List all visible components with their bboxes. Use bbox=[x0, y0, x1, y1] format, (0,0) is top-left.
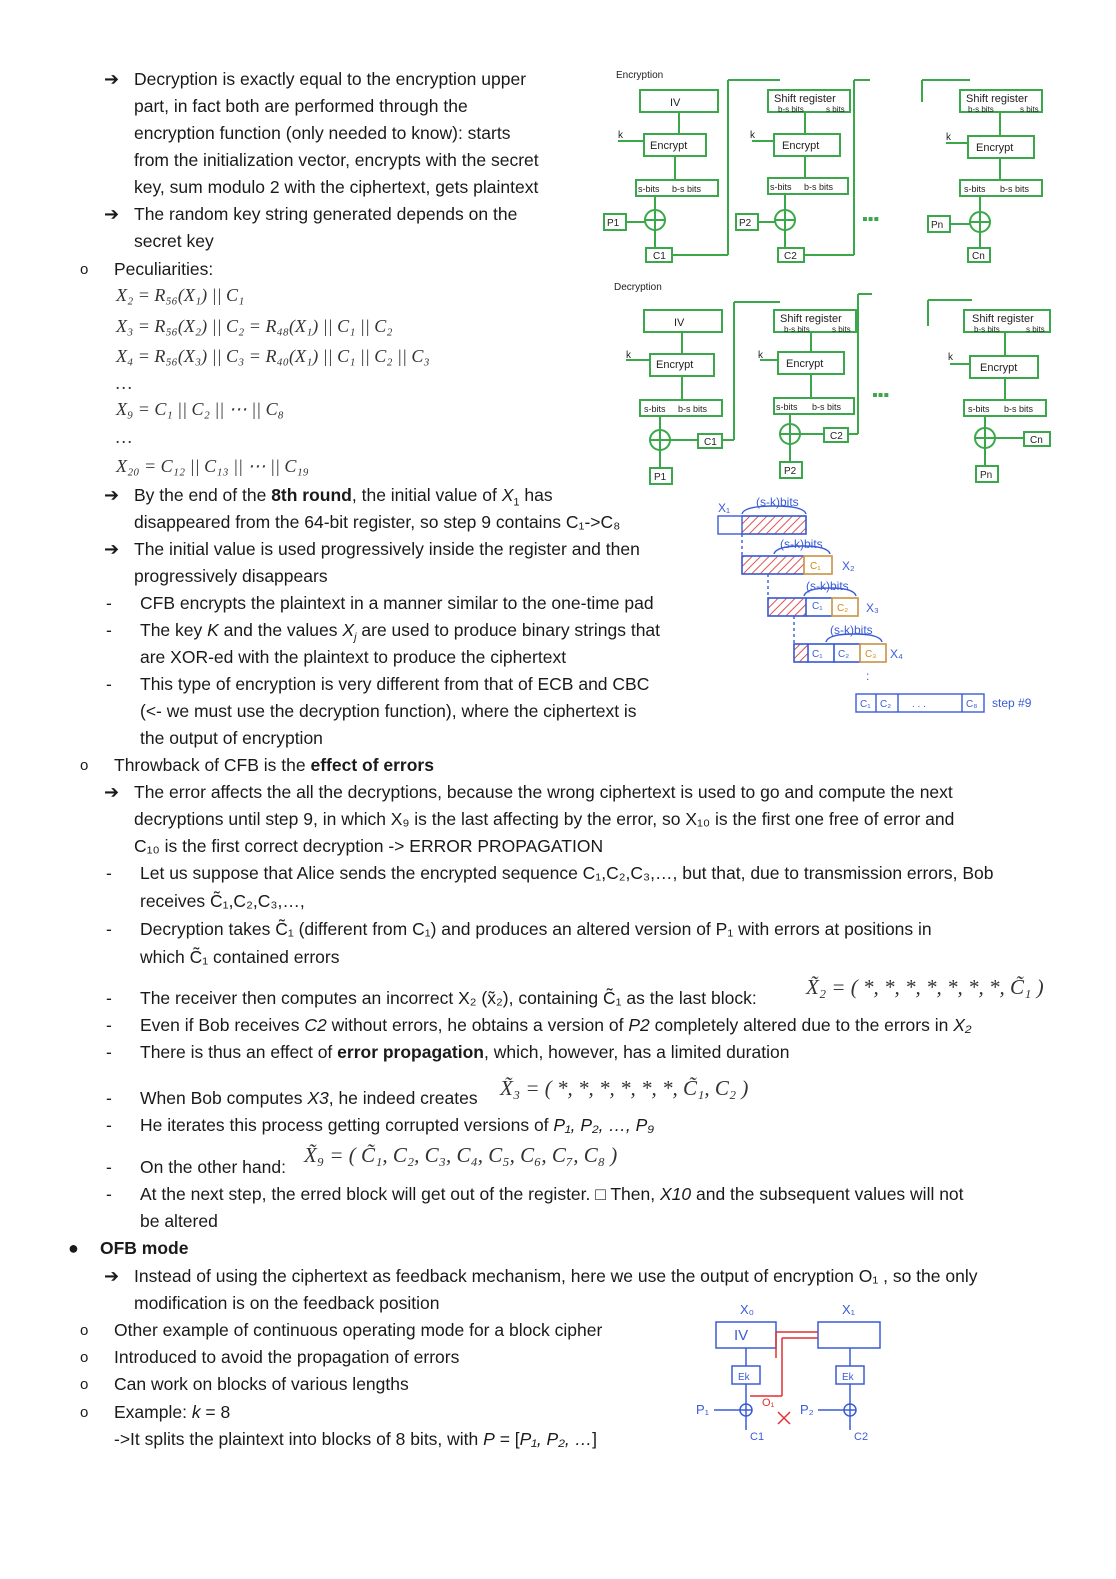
receiver-computes: The receiver then computes an incorrect X₂ (x̃₂), containing C̃₁ as the last block: bbox=[140, 988, 757, 1008]
text-line: from the initialization vector, encrypts with the secret bbox=[134, 150, 539, 170]
circle-bullet: o bbox=[80, 1322, 89, 1339]
bsbits-label: b-s bits bbox=[1000, 184, 1030, 194]
c1-label: C1 bbox=[653, 251, 666, 262]
c1-label: C1 bbox=[704, 437, 717, 448]
pn-label: Pn bbox=[980, 470, 993, 481]
colon-label: : bbox=[866, 669, 870, 683]
ofb-sketch bbox=[690, 1298, 900, 1448]
arrow-bullet: ➔ bbox=[104, 539, 120, 560]
c2-label: C2 bbox=[830, 431, 843, 442]
circle-bullet: o bbox=[80, 261, 89, 278]
arrow-paragraph-register bbox=[134, 536, 640, 590]
iterates-process: He iterates this process getting corrupted versions of P₁, P₂, …, P₉ bbox=[140, 1115, 655, 1135]
dash-bullet: - bbox=[106, 863, 112, 883]
dash-bullet: - bbox=[106, 919, 112, 939]
arrow-paragraph-random-key bbox=[134, 201, 517, 255]
arrow-paragraph-decryption bbox=[134, 66, 539, 201]
ofb-item: Introduced to avoid the propagation of errors bbox=[114, 1347, 460, 1367]
alice-sends: Let us suppose that Alice sends the encrypted sequence C₁,C₂,C₃,…, but that, due to transmission errors, Bob receives C̃₁,C₂,C₃,…, bbox=[140, 863, 994, 911]
equation-x4: X₄ = R₅₆(X₃) || C₃ = R₄₀(X₁) || C₁ || C₂ || C₃ bbox=[116, 346, 430, 366]
encrypt-label: Encrypt bbox=[656, 359, 694, 371]
p1-label: P₁ bbox=[696, 1402, 710, 1417]
circle-bullet: o bbox=[80, 1349, 89, 1366]
k-label: k bbox=[618, 130, 623, 141]
k-label: k bbox=[750, 130, 755, 141]
equation-x9-tilde: X̃₉ = ( C̃₁, C₂, C₃, C₄, C₅, C₆, C₇, C₈ ) bbox=[304, 1143, 618, 1167]
bsbits-label: b-s bits bbox=[678, 404, 708, 414]
bsbits-label: b-s bits bbox=[812, 402, 842, 412]
encrypt-label: Encrypt bbox=[786, 358, 824, 370]
iv-label: IV bbox=[670, 97, 681, 109]
sbits-label: s-bits bbox=[968, 404, 990, 414]
s-label: s bits bbox=[1026, 325, 1045, 334]
ofb-example: Example: k = 8 bbox=[114, 1402, 231, 1422]
pn-label: Pn bbox=[931, 220, 944, 231]
dash-bullet: - bbox=[106, 593, 112, 613]
c2-label: C2 bbox=[854, 1431, 869, 1443]
text-line: part, in fact both are performed through the bbox=[134, 96, 468, 116]
ofb-item: Can work on blocks of various lengths bbox=[114, 1374, 409, 1394]
sbits-label: s-bits bbox=[770, 182, 792, 192]
p2-label: P2 bbox=[784, 466, 797, 477]
ofb-item: Other example of continuous operating mode for a block cipher bbox=[114, 1320, 603, 1340]
next-step: At the next step, the erred block will get out of the register. □ Then, X10 and the subsequent values will not bbox=[140, 1184, 964, 1204]
on-the-other-hand: On the other hand: bbox=[140, 1157, 286, 1177]
equation-ellipsis: … bbox=[116, 427, 133, 447]
throwback-heading: Throwback of CFB is the effect of errors bbox=[114, 755, 434, 775]
ek-label: Ek bbox=[842, 1372, 854, 1383]
bs-label: b-s bits bbox=[778, 105, 804, 114]
dash-bullet: - bbox=[106, 620, 112, 640]
error-propagation-paragraph: The error affects the all the decryptions, because the wrong ciphertext is used to go and compute the next decryptions until step 9, in which X₉ is the last affecting by the error, so X₁₀ is the first one free of error and C₁₀ is the first correct decryption -> ERROR PROPAGATION bbox=[134, 782, 955, 856]
encryption-title: Encryption bbox=[616, 70, 664, 81]
dash-bullet: - bbox=[106, 1088, 112, 1108]
cn-label: Cn bbox=[1030, 435, 1043, 446]
p1-label: P1 bbox=[654, 472, 667, 483]
round-line-2: disappeared from the 64-bit register, so step 9 contains C₁->C₈ bbox=[134, 512, 621, 532]
k-label: k bbox=[946, 132, 951, 143]
c1-label: C₁ bbox=[860, 699, 871, 710]
sk-bits-label: (s-k)bits bbox=[806, 579, 849, 593]
s-label: s bits bbox=[1020, 105, 1039, 114]
equation-x20: X₂₀ = C₁₂ || C₁₃ || ⋯ || C₁₉ bbox=[116, 456, 309, 476]
shift-register-label: Shift register bbox=[966, 93, 1028, 105]
c1-label: C₁ bbox=[812, 601, 823, 612]
equation-ellipsis: … bbox=[116, 373, 133, 393]
ek-label: Ek bbox=[738, 1372, 750, 1383]
equation-x2-tilde: X̃₂ = ( *, *, *, *, *, *, *, C̃₁ ) bbox=[806, 975, 1044, 999]
sk-bits-label: (s-k)bits bbox=[780, 537, 823, 551]
sk-bits-label: (s-k)bits bbox=[756, 495, 799, 509]
bs-label: b-s bits bbox=[784, 325, 810, 334]
dots-label: ▪▪▪ bbox=[872, 387, 890, 404]
iv-label: IV bbox=[734, 1327, 749, 1344]
shift-register-label: Shift register bbox=[780, 313, 842, 325]
sbits-label: s-bits bbox=[776, 402, 798, 412]
bsbits-label: b-s bits bbox=[1004, 404, 1034, 414]
bsbits-label: b-s bits bbox=[672, 184, 702, 194]
shift-register-label: Shift register bbox=[972, 313, 1034, 325]
dash-bullet: - bbox=[106, 1157, 112, 1177]
c2-label: C₂ bbox=[837, 603, 849, 614]
bs-label: b-s bits bbox=[974, 325, 1000, 334]
text-line: be altered bbox=[140, 1211, 218, 1231]
sbits-label: s-bits bbox=[638, 184, 660, 194]
k-label: k bbox=[626, 350, 631, 361]
c2-label: C₂ bbox=[838, 649, 850, 660]
dash-bullet: - bbox=[106, 1042, 112, 1062]
s-label: s bits bbox=[826, 105, 845, 114]
x3-label: X₃ bbox=[866, 601, 879, 615]
dash-bullet: - bbox=[106, 988, 112, 1008]
dash-bullet: - bbox=[106, 1184, 112, 1204]
arrow-bullet: ➔ bbox=[104, 1266, 120, 1287]
x1-label: X₁ bbox=[842, 1302, 856, 1317]
disc-bullet: ● bbox=[68, 1238, 79, 1258]
c1-label: C1 bbox=[750, 1431, 765, 1443]
circle-bullet: o bbox=[80, 757, 89, 774]
x1-label: X₁ bbox=[718, 501, 731, 515]
decryption-takes: Decryption takes C̃₁ (different from C₁) and produces an altered version of P₁ with errors at positions in which C̃₁ contained errors bbox=[140, 919, 932, 967]
encrypt-label: Encrypt bbox=[782, 140, 820, 152]
k-label: k bbox=[758, 350, 763, 361]
text-line: are XOR-ed with the plaintext to produce the ciphertext bbox=[140, 647, 567, 667]
sk-bits-label: (s-k)bits bbox=[830, 623, 873, 637]
o1-label: O₁ bbox=[762, 1397, 775, 1409]
decryption-title: Decryption bbox=[614, 282, 662, 293]
cn-label: Cn bbox=[972, 251, 985, 262]
encrypt-label: Encrypt bbox=[980, 362, 1018, 374]
sbits-label: s-bits bbox=[964, 184, 986, 194]
equation-x3-tilde: X̃₃ = ( *, *, *, *, *, *, C̃₁, C₂ ) bbox=[500, 1076, 749, 1100]
text-line: The random key string generated depends on the bbox=[134, 204, 518, 224]
circle-bullet: o bbox=[80, 1404, 89, 1421]
shift-register-sketch bbox=[712, 494, 1052, 720]
arrow-bullet: ➔ bbox=[104, 485, 120, 506]
c8-label: C₈ bbox=[966, 699, 978, 710]
encrypt-label: Encrypt bbox=[650, 140, 688, 152]
c1-label: C₁ bbox=[810, 561, 821, 572]
dash-bullet: - bbox=[106, 1115, 112, 1135]
c2-label: C₂ bbox=[880, 699, 892, 710]
p2-label: P₂ bbox=[800, 1402, 814, 1417]
x2-label: X₂ bbox=[842, 559, 855, 573]
encrypt-label: Encrypt bbox=[976, 142, 1014, 154]
text-line: progressively disappears bbox=[134, 566, 328, 586]
shift-register-label: Shift register bbox=[774, 93, 836, 105]
cfb-diagram bbox=[600, 62, 1060, 492]
cfb-different-encryption: This type of encryption is very different from that of ECB and CBC (<- we must use the decryption function), where the ciphertext is the output of encryption bbox=[140, 674, 650, 748]
bob-receives-c2: Even if Bob receives C2 without errors, he obtains a version of P2 completely altered due to the errors in X₂ bbox=[140, 1015, 972, 1035]
x0-label: X₀ bbox=[740, 1302, 755, 1317]
iv-label: IV bbox=[674, 317, 685, 329]
p1-label: P1 bbox=[607, 218, 620, 229]
text-line: The initial value is used progressively inside the register and then bbox=[134, 539, 640, 559]
x4-label: X₄ bbox=[890, 647, 903, 661]
s-label: s bits bbox=[832, 325, 851, 334]
equation-x3: X₃ = R₅₆(X₂) || C₂ = R₄₈(X₁) || C₁ || C₂ bbox=[116, 316, 393, 336]
dash-bullet: - bbox=[106, 674, 112, 694]
ofb-mode-heading: OFB mode bbox=[100, 1238, 189, 1258]
dots-label: ▪▪▪ bbox=[862, 211, 880, 228]
peculiarities-label: Peculiarities: bbox=[114, 259, 214, 279]
circle-bullet: o bbox=[80, 1376, 89, 1393]
text-line: key, sum modulo 2 with the ciphertext, gets plaintext bbox=[134, 177, 539, 197]
bs-label: b-s bits bbox=[968, 105, 994, 114]
sbits-label: s-bits bbox=[644, 404, 666, 414]
round-line-1: By the end of the 8th round, the initial value of $X_1$ has bbox=[134, 485, 553, 509]
dash-bullet: - bbox=[106, 1015, 112, 1035]
text-line: encryption function (only needed to know): starts bbox=[134, 123, 511, 143]
k-label: k bbox=[948, 352, 953, 363]
text-line: Decryption is exactly equal to the encryption upper bbox=[134, 69, 527, 89]
equation-x2: X₂ = R₅₆(X₁) || C₁ bbox=[116, 285, 245, 305]
text-line: secret key bbox=[134, 231, 214, 251]
error-propagation-limited: There is thus an effect of error propagation, which, however, has a limited duration bbox=[140, 1042, 790, 1062]
p2-label: P2 bbox=[739, 218, 752, 229]
c1-label: C₁ bbox=[812, 649, 823, 660]
cfb-one-time-pad: CFB encrypts the plaintext in a manner similar to the one-time pad bbox=[140, 593, 654, 613]
equation-x9: X₉ = C₁ || C₂ || ⋯ || C₈ bbox=[116, 399, 284, 419]
cfb-key-values: The key K and the values $X_j$ are used to produce binary strings that bbox=[140, 620, 661, 644]
arrow-bullet: ➔ bbox=[104, 69, 120, 90]
ofb-arrow-paragraph: Instead of using the ciphertext as feedback mechanism, here we use the output of encryption O₁ , so the only modification is on the feedback position bbox=[134, 1266, 978, 1313]
bob-computes-x3: When Bob computes X3, he indeed creates bbox=[140, 1088, 478, 1108]
arrow-bullet: ➔ bbox=[104, 204, 120, 225]
ofb-split: ->It splits the plaintext into blocks of 8 bits, with P = [P₁, P₂, …] bbox=[114, 1429, 598, 1449]
dots-label: . . . bbox=[912, 699, 926, 710]
step-9-label: step #9 bbox=[992, 696, 1032, 710]
arrow-bullet: ➔ bbox=[104, 782, 120, 803]
c3-label: C₃ bbox=[865, 649, 877, 660]
c2-label: C2 bbox=[784, 251, 797, 262]
bsbits-label: b-s bits bbox=[804, 182, 834, 192]
